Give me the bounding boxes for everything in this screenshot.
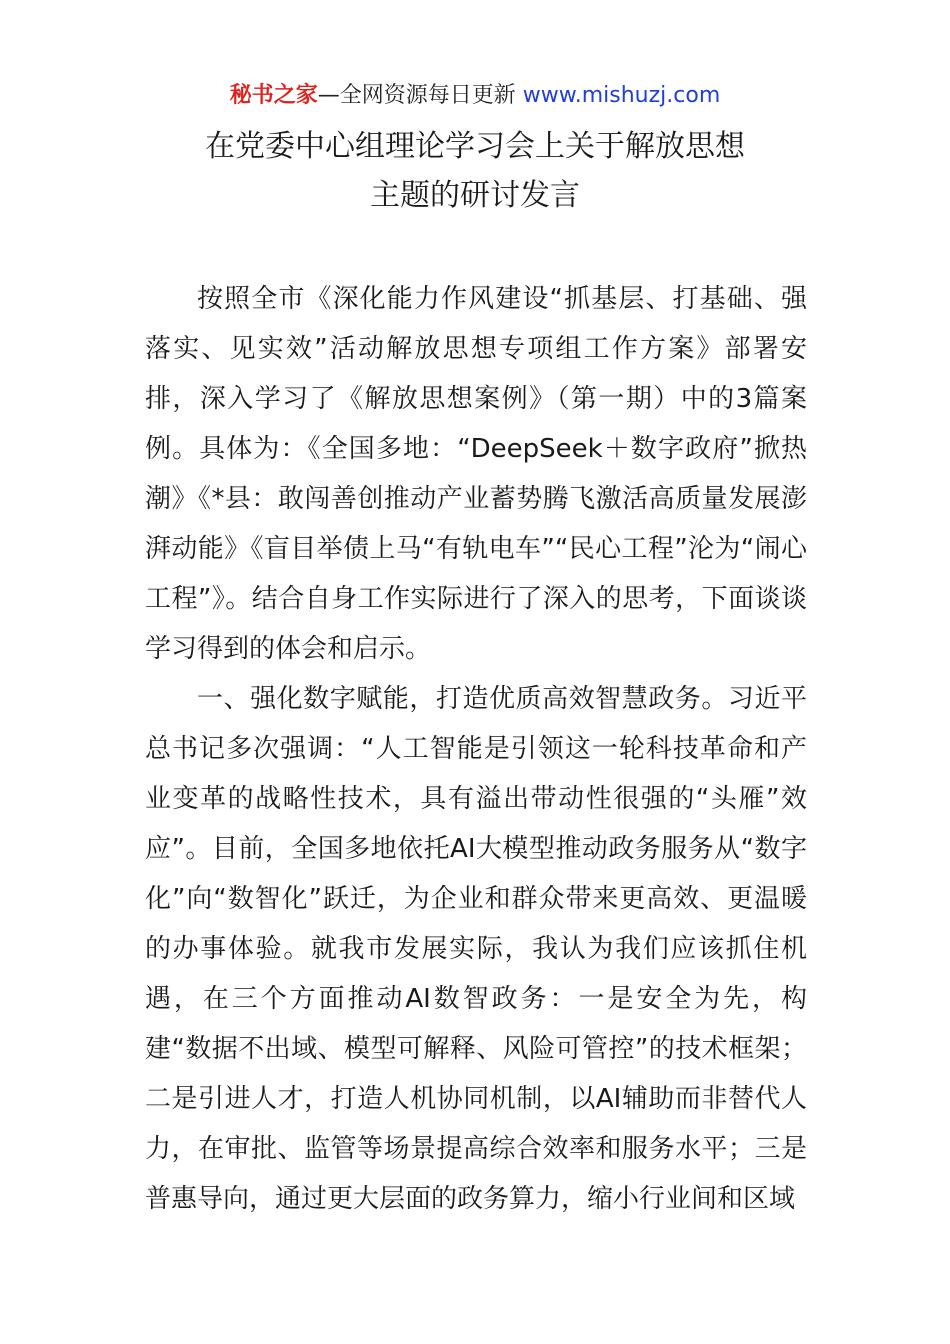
- document-title-line-2: 主题的研讨发言: [370, 178, 580, 213]
- header-tagline: —全网资源每日更新: [317, 83, 523, 108]
- source-header: [0, 82, 950, 110]
- document-body: [145, 274, 807, 1224]
- website-link[interactable]: www.mishuzj.com: [522, 83, 721, 108]
- brand-name: 秘书之家: [229, 83, 318, 108]
- document-title-line-1: 在党委中心组理论学习会上关于解放思想: [205, 129, 745, 164]
- paragraph-section-1: 一、强化数字赋能，打造优质高效智慧政务。习近平总书记多次强调：“人工智能是引领这一轮科技革命和产业变革的战略性技术，具有溢出带动性很强的“头雁”效应”。目前，全国多地依托AI大模型推动政务服务从“数字化”向“数智化”跃迁，为企业和群众带来更高效、更温暖的办事体验。就我市发展实际，我认为我们应该抓住机遇，在三个方面推动AI数智政务：一是安全为先，构建“数据不出域、模型可解释、风险可管控”的技术框架；二是引进人才，打造人机协同机制，以AI辅助而非替代人力，在审批、监管等场景提高综合效率和服务水平；三是普惠导向，通过更大层面的政务算力，缩小行业间和区域: [145, 684, 807, 1214]
- paragraph-intro: 按照全市《深化能力作风建设“抓基层、打基础、强落实、见实效”活动解放思想专项组工作方案》部署安排，深入学习了《解放思想案例》（第一期）中的3篇案例。具体为：《全国多地：“DeepSeek＋数字政府”掀热潮》《*县：敢闯善创推动产业蓄势腾飞激活高质量发展澎湃动能》《盲目举债上马“有轨电车”“民心工程”沦为“闹心工程”》。结合自身工作实际进行了深入的思考，下面谈谈学习得到的体会和启示。: [145, 284, 807, 664]
